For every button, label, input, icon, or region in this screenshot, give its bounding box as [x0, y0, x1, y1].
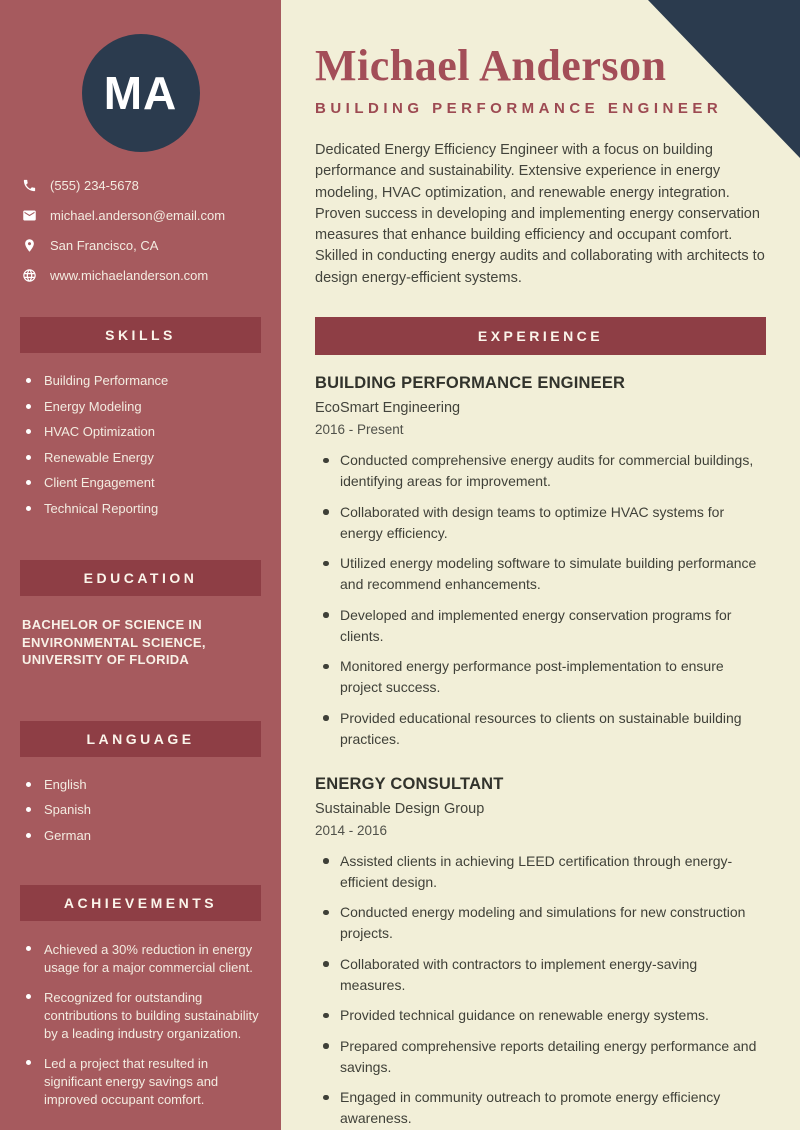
bullet-item: Utilized energy modeling software to simulate building performance and recommend enhancements. [319, 553, 766, 595]
skill-item: Building Performance [24, 373, 261, 389]
achievement-item: Led a project that resulted in significant energy savings and improved occupant comfort. [24, 1055, 261, 1109]
education-section-header [20, 560, 261, 596]
contact-phone-text: (555) 234-5678 [50, 178, 139, 193]
globe-icon [22, 268, 37, 283]
contact-email-text: michael.anderson@email.com [50, 208, 226, 223]
job-role: BUILDING PERFORMANCE ENGINEER [315, 374, 626, 393]
job-entry [315, 374, 766, 750]
language-title: LANGUAGE [86, 730, 195, 747]
professional-title: BUILDING PERFORMANCE ENGINEER [315, 100, 723, 117]
experience-title: EXPERIENCE [477, 328, 604, 345]
bullet-item: Conducted comprehensive energy audits for commercial buildings, identifying areas for improvement. [319, 450, 766, 492]
bullet-item: Provided technical guidance on renewable energy systems. [319, 1005, 766, 1026]
job-company: Sustainable Design Group [315, 800, 485, 817]
main-content [281, 0, 800, 1130]
job-entry [315, 775, 766, 1130]
bullet-item: Collaborated with contractors to implement energy-saving measures. [319, 954, 766, 996]
contact-website-text: www.michaelanderson.com [50, 268, 209, 283]
job-dates: 2014 - 2016 [315, 822, 388, 838]
skills-section-header [20, 317, 261, 353]
skill-item: HVAC Optimization [24, 424, 261, 440]
job-dates: 2016 - Present [315, 422, 404, 438]
skills-list [0, 373, 281, 516]
language-list [0, 777, 281, 844]
achievements-title: ACHIEVEMENTS [63, 895, 218, 911]
bullet-item: Conducted energy modeling and simulations for new construction projects. [319, 902, 766, 944]
bullet-item: Assisted clients in achieving LEED certification through energy-efficient design. [319, 851, 766, 893]
bullet-item: Provided educational resources to clients on sustainable building practices. [319, 708, 766, 750]
sidebar [0, 0, 281, 1130]
achievement-item: Recognized for outstanding contributions to building sustainability by a leading industry organization. [24, 989, 261, 1043]
avatar [82, 34, 200, 152]
job-bullet-list [315, 450, 766, 750]
bullet-item: Collaborated with design teams to optimize HVAC systems for energy efficiency. [319, 502, 766, 544]
achievements-list [0, 941, 281, 1109]
mail-icon [22, 208, 37, 223]
language-item: German [24, 828, 261, 844]
experience-section-header [315, 317, 766, 355]
job-bullet-list [315, 851, 766, 1130]
contact-website[interactable] [22, 268, 259, 283]
job-role: ENERGY CONSULTANT [315, 774, 504, 793]
contact-phone [22, 178, 259, 193]
bullet-item: Developed and implemented energy conservation programs for clients. [319, 605, 766, 647]
contact-email[interactable] [22, 208, 259, 223]
language-section-header [20, 721, 261, 757]
skill-item: Renewable Energy [24, 450, 261, 466]
education-degree: BACHELOR OF SCIENCE IN ENVIRONMENTAL SCIENCE, UNIVERSITY OF FLORIDA [22, 617, 206, 667]
contact-location [22, 238, 259, 253]
achievements-section-header [20, 885, 261, 921]
page-title: Michael Anderson [315, 41, 667, 90]
bullet-item: Prepared comprehensive reports detailing energy performance and savings. [319, 1036, 766, 1078]
bullet-item: Monitored energy performance post-implementation to ensure project success. [319, 656, 766, 698]
bullet-item: Engaged in community outreach to promote energy efficiency awareness. [319, 1087, 766, 1129]
achievement-item: Achieved a 30% reduction in energy usage for a major commercial client. [24, 941, 261, 977]
location-icon [22, 238, 37, 253]
skills-title: SKILLS [105, 327, 176, 343]
contact-location-text: San Francisco, CA [50, 238, 159, 253]
phone-icon [22, 178, 37, 193]
skill-item: Client Engagement [24, 475, 261, 491]
skill-item: Technical Reporting [24, 501, 261, 517]
language-item: Spanish [24, 802, 261, 818]
language-item: English [24, 777, 261, 793]
avatar-initials: MA [103, 67, 178, 119]
contact-section [0, 178, 281, 283]
summary-paragraph: Dedicated Energy Efficiency Engineer with a focus on building performance and sustainability. Extensive experience in energy modeling, HVAC optimization, and renewable energy integration. Proven success in developing and implementing energy conservation measures that enhance building efficiency and occupant comfort. Skilled in conducting energy audits and collaborating with architects to design energy-efficient systems. [315, 142, 765, 286]
education-title: EDUCATION [83, 570, 198, 586]
skill-item: Energy Modeling [24, 399, 261, 415]
job-company: EcoSmart Engineering [315, 400, 461, 417]
